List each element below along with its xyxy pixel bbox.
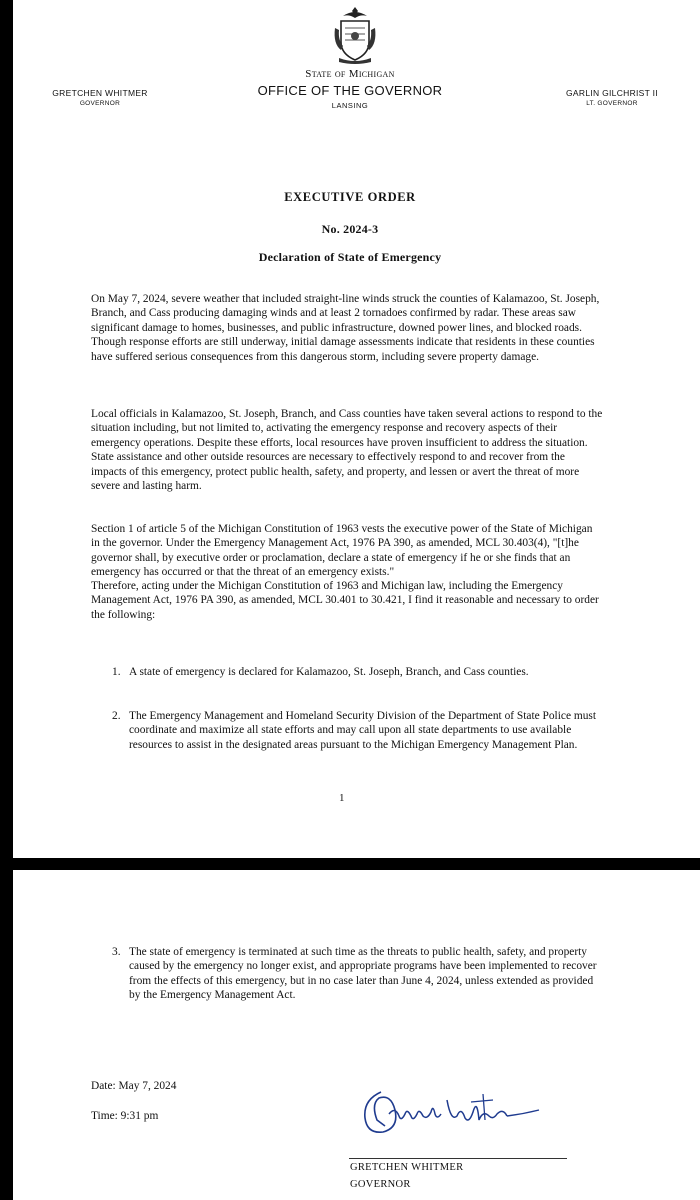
date-value: May 7, 2024 — [118, 1080, 177, 1092]
michigan-seal-icon — [331, 6, 379, 64]
governor-signature — [343, 1080, 543, 1150]
document-page-1 — [13, 0, 700, 858]
state-name: State of Michigan — [305, 68, 395, 80]
paragraph: On May 7, 2024, severe weather that included straight-line winds struck the counties of Kalamazoo, St. Joseph, Branch, and Cass producing damaging winds and at least 2 tornadoes confirmed by radar. These areas saw significant damage to homes, businesses, and public infrastructure, downed power lines, and blocked roads. Though response efforts are still underway, initial damage assessments indicate that residents in these counties have suffered serious consequences from this dangerous storm, including severe property damage. — [91, 293, 600, 363]
order-item-text: A state of emergency is declared for Kalamazoo, St. Joseph, Branch, and Cass counties. — [129, 666, 529, 678]
lt-governor-title: LT. GOVERNOR — [586, 100, 638, 107]
lt-governor-block — [547, 88, 677, 107]
paragraph: Section 1 of article 5 of the Michigan Constitution of 1963 vests the executive power of the State of Michigan in the governor. Under the Emergency Management Act, 1976 PA 390, as amended, MCL 30.403(4), "[t]he governor shall, by executive order or proclamation, declare a state of emergency if he or she finds that an emergency has occurred or that the threat of an emergency exists." — [91, 523, 593, 579]
order-item-number: 2. — [112, 710, 121, 722]
paragraph: Local officials in Kalamazoo, St. Joseph, Branch, and Cass counties have taken several actions to respond to the situation including, but not limited to, activating the emergency response and recovery aspects of their emergency operations. Despite these efforts, local resources have proven insufficient to address the situation. State assistance and other outside resources are necessary to effectively respond to and recover from the impacts of this emergency, protect public health, safety, and property, and lessen or avert the threat of more severe and lasting harm. — [91, 408, 603, 493]
time-line — [91, 1110, 158, 1122]
page-number: 1 — [339, 792, 345, 804]
governor-name: GRETCHEN WHITMER — [52, 88, 148, 98]
date-line — [91, 1080, 176, 1092]
time-value: 9:31 pm — [120, 1110, 159, 1122]
date-label: Date: — [91, 1080, 116, 1092]
order-number: No. 2024-3 — [321, 222, 379, 236]
city-name: LANSING — [331, 101, 369, 110]
office-name: OFFICE OF THE GOVERNOR — [257, 83, 443, 98]
signer-name: GRETCHEN WHITMER — [350, 1162, 464, 1173]
governor-title: GOVERNOR — [79, 100, 121, 107]
document-title: EXECUTIVE ORDER — [284, 190, 416, 204]
order-item-number: 1. — [112, 666, 121, 678]
lt-governor-name: GARLIN GILCHRIST II — [566, 88, 658, 98]
time-label: Time: — [91, 1110, 118, 1122]
order-item-text: The Emergency Management and Homeland Security Division of the Department of State Police must coordinate and maximize all state efforts and may call upon all state departments to use available resources to assist in the designated areas pursuant to the Michigan Emergency Management Plan. — [129, 710, 596, 751]
order-item-text: The state of emergency is terminated at such time as the threats to public health, safety, and property caused by the emergency no longer exist, and appropriate programs have been implemented to recover from the effects of this emergency, but in no case later than June 4, 2024, unless extended as provided by the Emergency Management Act. — [129, 946, 597, 1002]
paragraph: Therefore, acting under the Michigan Constitution of 1963 and Michigan law, including the Emergency Management Act, 1976 PA 390, as amended, MCL 30.401 to 30.421, I find it reasonable and necessary to order the following: — [91, 580, 599, 621]
document-page-2 — [13, 870, 700, 1200]
order-item-number: 3. — [112, 946, 121, 958]
signature-line — [349, 1158, 567, 1159]
order-subtitle: Declaration of State of Emergency — [258, 250, 442, 264]
signer-title: GOVERNOR — [350, 1179, 411, 1190]
